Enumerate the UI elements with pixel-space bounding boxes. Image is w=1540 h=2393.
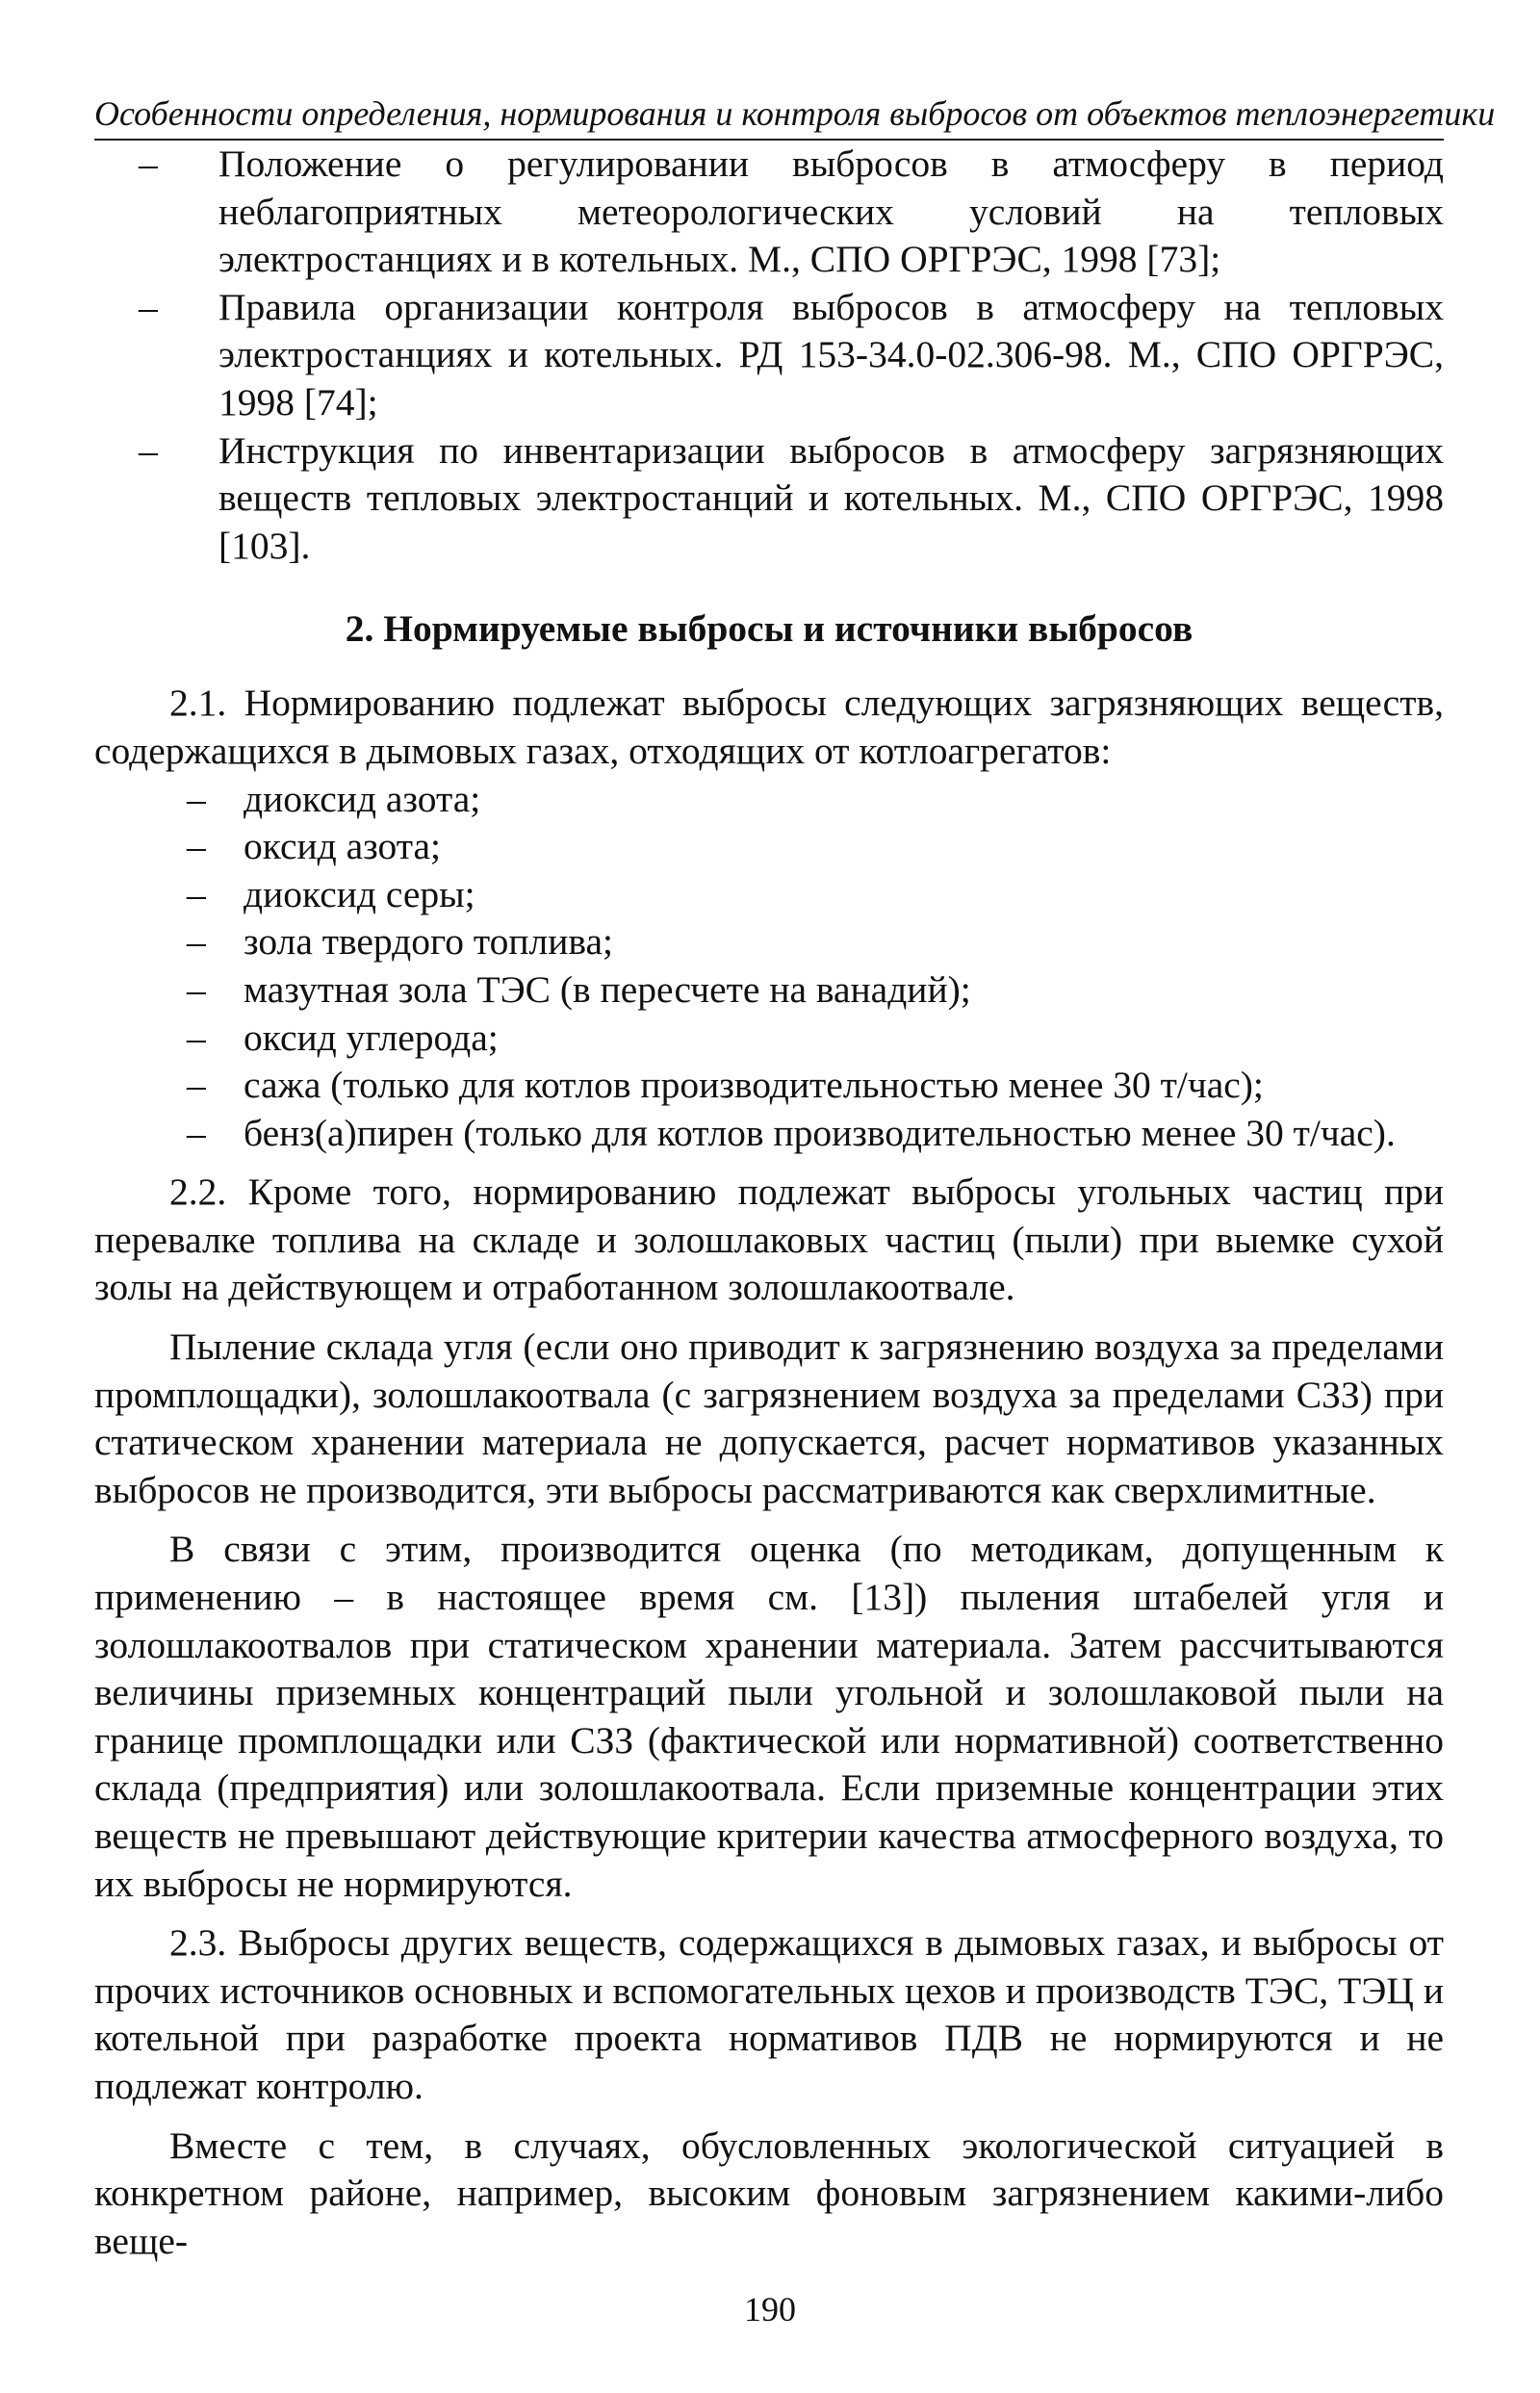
paragraph-2-1: 2.1. Нормированию подлежат выбросы следующих загрязняющих веществ, содержащихся в дымовых газах, отходящих от котлоагрегатов:: [94, 682, 1444, 772]
pollutant-item: – диоксид серы;: [94, 871, 1444, 919]
pollutant-item: – оксид азота;: [94, 823, 1444, 871]
reference-item: – Правила организации контроля выбросов в атмосферу на тепловых электростанциях и котельных. РД 153-34.0-02.306-98. М., СПО ОРГРЭС, 1998 [74];: [94, 284, 1444, 427]
pollutant-item: – оксид углерода;: [94, 1015, 1444, 1063]
paragraph-last: Вместе с тем, в случаях, обусловленных экологической ситуацией в конкретном районе, например, высоким фоновым загрязнением какими-либо веще-: [94, 2123, 1444, 2262]
pollutant-list: [94, 776, 1444, 1158]
section-body: [94, 680, 1444, 2265]
running-header: Особенности определения, нормирования и контроля выбросов от объектов теплоэнергетики: [94, 92, 1444, 141]
paragraph-2-2: 2.2. Кроме того, нормированию подлежат выбросы угольных частиц при перевалке топлива на складе и золошлаковых частиц (пыли) при выемке сухой золы на действующем и отработанном золошлакоотвале.: [94, 1171, 1444, 1309]
pollutant-item: – сажа (только для котлов производительностью менее 30 т/час);: [94, 1062, 1444, 1110]
paragraph-dust: Пыление склада угля (если оно приводит к загрязнению воздуха за пределами промплощадки), золошлакоотвала (с загрязнением воздуха за пределами СЗЗ) при статическом хранении материала не допускается, расчет нормативов указанных выбросов не производится, эти выбросы рассматриваются как сверхлимитные.: [94, 1325, 1444, 1511]
paragraph-2-3: 2.3. Выбросы других веществ, содержащихся в дымовых газах, и выбросы от прочих источников основных и вспомогательных цехов и производств ТЭС, ТЭЦ и котельной при разработке проекта нормативов ПДВ не нормируются и не подлежат контролю.: [94, 1921, 1444, 2107]
pollutant-item: – мазутная зола ТЭС (в пересчете на ванадий);: [94, 966, 1444, 1015]
reference-item: – Положение о регулировании выбросов в атмосферу в период неблагоприятных метеорологических условий на тепловых электростанциях и в котельных. М., СПО ОРГРЭС, 1998 [73];: [94, 141, 1444, 284]
document-page: [94, 92, 1496, 2265]
section-heading: 2. Нормируемые выбросы и источники выбросов: [345, 607, 1194, 651]
paragraph-assessment: В связи с этим, производится оценка (по методикам, допущенным к применению – в настоящее время см. [13]) пыления штабелей угля и золошлакоотвалов при статическом хранении материала. Затем рассчитываются величины приземных концентраций пыли угольной и золошлаковой пыли на границе промплощадки или СЗЗ (фактической или нормативной) соответственно склада (предприятия) или золошлакоотвала. Если приземные концентрации этих веществ не превышают действующие критерии качества атмосферного воздуха, то их выбросы не нормируются.: [94, 1528, 1444, 1905]
reference-list: [94, 141, 1444, 570]
page-number: 190: [744, 2290, 796, 2329]
pollutant-item: – диоксид азота;: [94, 776, 1444, 824]
pollutant-item: – зола твердого топлива;: [94, 918, 1444, 966]
reference-item: – Инструкция по инвентаризации выбросов в атмосферу загрязняющих веществ тепловых электростанций и котельных. М., СПО ОРГРЭС, 1998 [103].: [94, 427, 1444, 571]
pollutant-item: – бенз(а)пирен (только для котлов производительностью менее 30 т/час).: [94, 1110, 1444, 1158]
